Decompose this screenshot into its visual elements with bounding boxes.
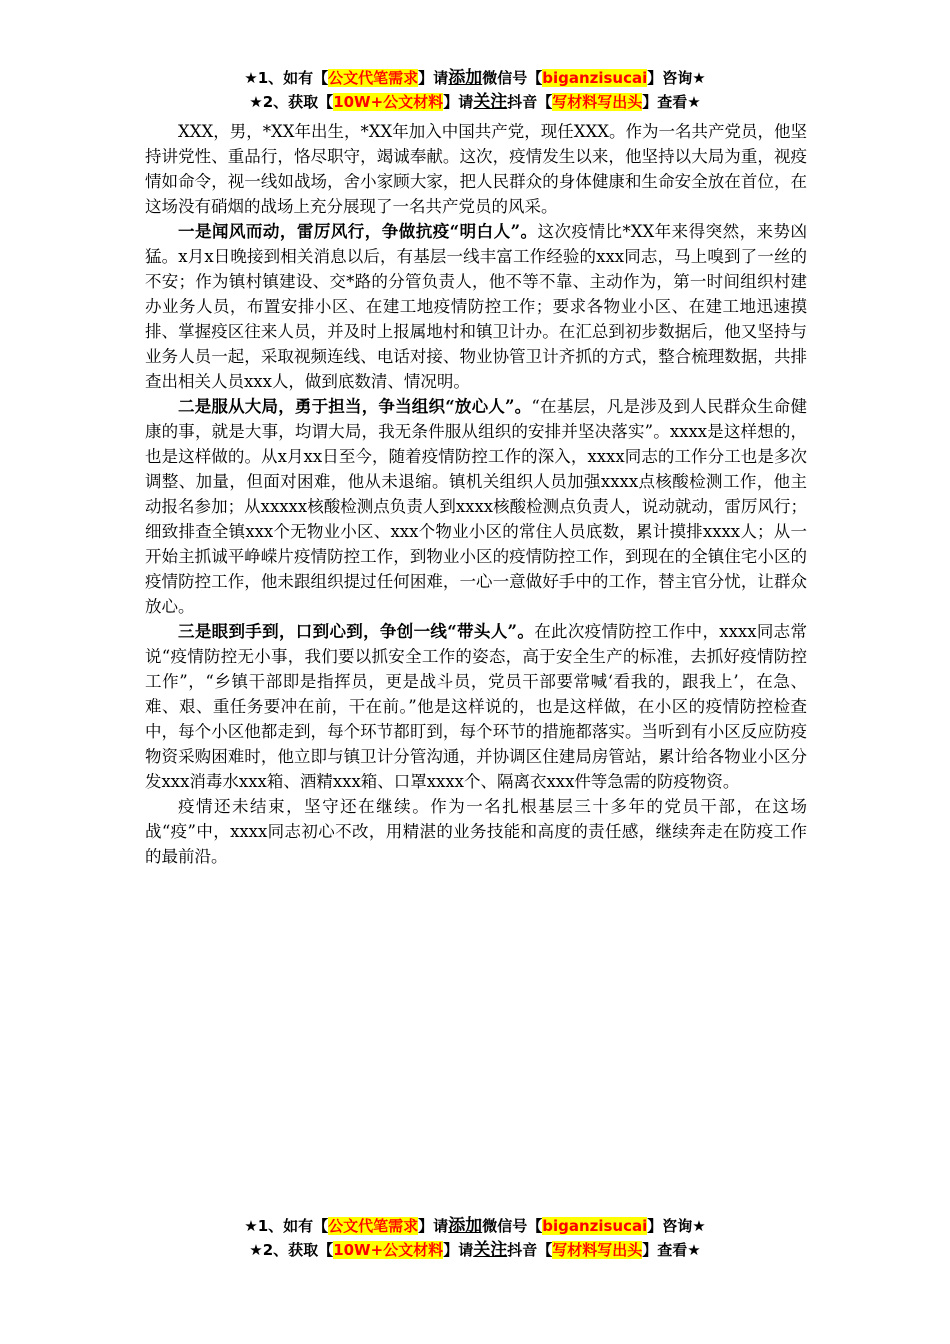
- underlined-word: 添加: [448, 68, 483, 88]
- banner-text: 】咨询★: [647, 1217, 706, 1235]
- banner-text: 】查看★: [642, 93, 701, 111]
- banner-text: 】请: [418, 69, 449, 87]
- highlight-douyin-account: 写材料写出头: [552, 1241, 643, 1259]
- highlight-douyin-account: 写材料写出头: [552, 93, 643, 111]
- highlight-wechat-id: biganzisucai: [542, 69, 648, 87]
- banner-line-2: [0, 90, 950, 114]
- section-1-paragraph: [145, 219, 807, 394]
- section-3-heading: 三是眼到手到，口到心到，争创一线“带头人”。: [178, 622, 535, 641]
- header-banner: [0, 66, 950, 114]
- highlight-wechat-id: biganzisucai: [542, 1217, 648, 1235]
- banner-text: 抖音【: [507, 93, 553, 111]
- highlight-materials: 10W+公文材料: [333, 93, 444, 111]
- section-2-body: “在基层，凡是涉及到人民群众生命健康的事，就是大事，均谓大局，我无条件服从组织的安排并坚决落实”。xxxx是这样想的，也是这样做的。从x月xx日至今，随着疫情防控工作的深入，xxxx同志的工作分工也是多次调整、加量，但面对困难，他从未退缩。镇机关组织人员加强xxxx点核酸检测工作，他主动报名参加；从xxxxx核酸检测点负责人到xxxx核酸检测点负责人，说动就动，雷厉风行；细致排查全镇xxx个无物业小区、xxx个物业小区的常住人员底数，累计摸排xxxx人；从一开始主抓诚平峥嵘片疫情防控工作，到物业小区的疫情防控工作，到现在的全镇住宅小区的疫情防控工作，他未跟组织提过任何困难，一心一意做好手中的工作，替主官分忧，让群众放心。: [145, 397, 808, 616]
- banner-line-2: [0, 1238, 950, 1262]
- footer-banner: [0, 1214, 950, 1262]
- section-1-body: 这次疫情比*XX年来得突然，来势凶猛。x月x日晚接到相关消息以后，有基层一线丰富工作经验的xxx同志，马上嗅到了一丝的不安；作为镇村镇建设、交*路的分管负责人，他不等不靠、主动作为，第一时间组织村建办业务人员，布置安排小区、在建工地疫情防控工作；要求各物业小区、在建工地迅速摸排、掌握疫区往来人员，并及时上报属地村和镇卫计办。在汇总到初步数据后，他又坚持与业务人员一起，采取视频连线、电话对接、物业协管卫计齐抓的方式，整合梳理数据，共排查出相关人员xxx人，做到底数清、情况明。: [145, 222, 808, 391]
- section-3-body: 在此次疫情防控工作中，xxxx同志常说“疫情防控无小事，我们要以抓安全工作的姿态，高于安全生产的标准，去抓好疫情防控工作”，“乡镇干部即是指挥员，更是战斗员，党员干部要常喊‘看我的，跟我上’，在急、难、艰、重任务要冲在前，干在前。”他是这样说的，也是这样做，在小区的疫情防控检查中，每个小区他都走到，每个环节都盯到，每个环节的措施都落实。当听到有小区反应防疫物资采购困难时，他立即与镇卫计分管沟通，并协调区住建局房管站，累计给各物业小区分发xxx消毒水xxx箱、酒精xxx箱、口罩xxxx个、隔离衣xxx件等急需的防疫物资。: [145, 622, 807, 791]
- closing-paragraph: 疫情还未结束，坚守还在继续。作为一名扎根基层三十多年的党员干部，在这场战“疫”中，xxxx同志初心不改，用精湛的业务技能和高度的责任感，继续奔走在防疫工作的最前沿。: [145, 797, 807, 866]
- banner-text: 】请: [443, 93, 474, 111]
- banner-text: 微信号【: [482, 69, 543, 87]
- banner-text: 抖音【: [507, 1241, 553, 1259]
- banner-text: 】查看★: [642, 1241, 701, 1259]
- section-2-paragraph: [145, 394, 807, 619]
- banner-text: ★1、如有【: [244, 1217, 329, 1235]
- underlined-word: 关注: [473, 1240, 508, 1260]
- document-body: [145, 119, 807, 869]
- highlight-materials: 10W+公文材料: [333, 1241, 444, 1259]
- section-1-heading: 一是闻风而动，雷厉风行，争做抗疫“明白人”。: [178, 222, 538, 241]
- banner-text: 】请: [443, 1241, 474, 1259]
- highlight-service: 公文代笔需求: [328, 69, 419, 87]
- banner-text: 】请: [418, 1217, 449, 1235]
- banner-line-1: [0, 66, 950, 90]
- underlined-word: 添加: [448, 1216, 483, 1236]
- section-2-heading: 二是服从大局，勇于担当，争当组织“放心人”。: [178, 397, 532, 416]
- banner-text: 】咨询★: [647, 69, 706, 87]
- underlined-word: 关注: [473, 92, 508, 112]
- banner-text: ★1、如有【: [244, 69, 329, 87]
- banner-text: ★2、获取【: [249, 93, 334, 111]
- section-3-paragraph: [145, 619, 807, 794]
- intro-paragraph: XXX，男，*XX年出生，*XX年加入中国共产党，现任XXX。作为一名共产党员，他坚持讲党性、重品行，恪尽职守，竭诚奉献。这次，疫情发生以来，他坚持以大局为重，视疫情如命令，视一线如战场，舍小家顾大家，把人民群众的身体健康和生命安全放在首位，在这场没有硝烟的战场上充分展现了一名共产党员的风采。: [145, 122, 807, 216]
- highlight-service: 公文代笔需求: [328, 1217, 419, 1235]
- banner-text: ★2、获取【: [249, 1241, 334, 1259]
- banner-line-1: [0, 1214, 950, 1238]
- banner-text: 微信号【: [482, 1217, 543, 1235]
